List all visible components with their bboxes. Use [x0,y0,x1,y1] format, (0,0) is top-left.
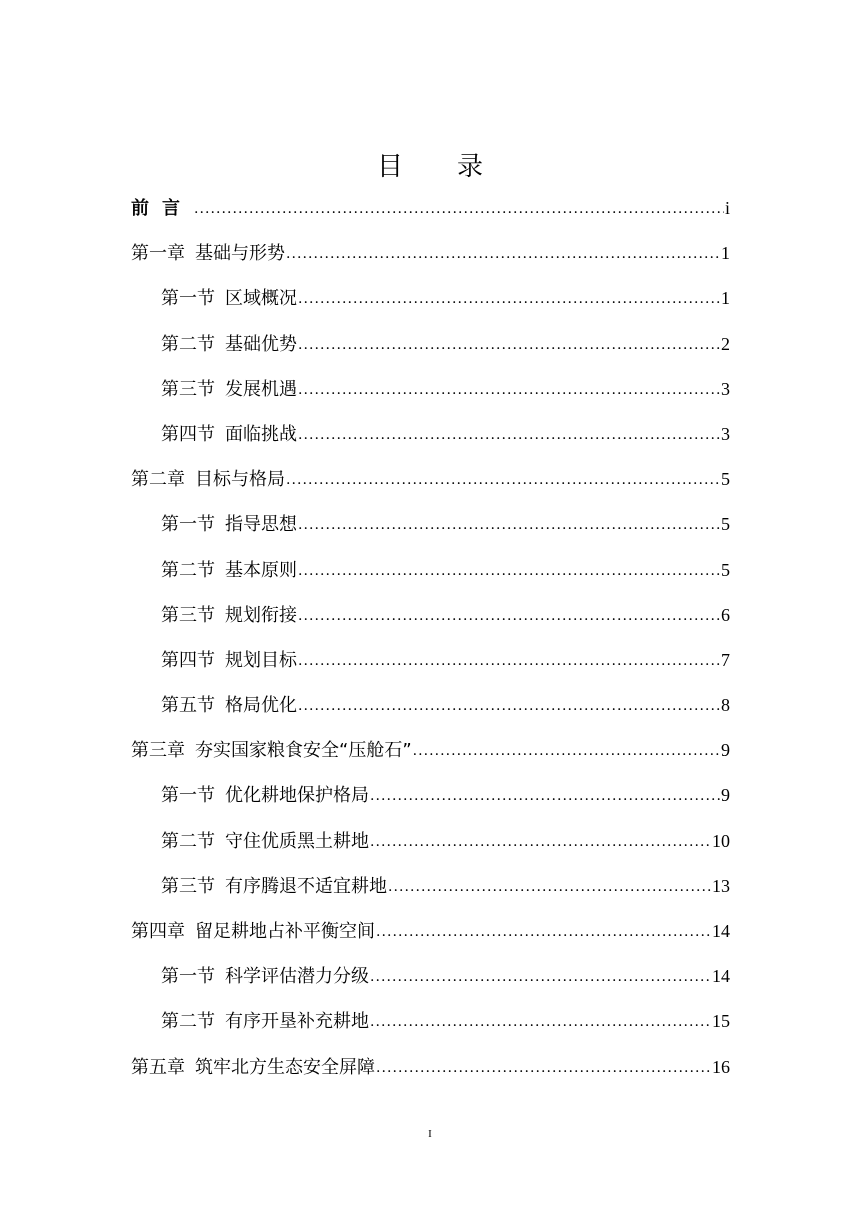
toc-entry-label: 筑牢北方生态安全屏障 [195,1056,375,1078]
toc-entry-label: 前言 [131,198,193,219]
toc-entry-label: 区域概况 [225,288,297,310]
toc-page-number: 13 [712,875,730,896]
toc-entry-label: 规划衔接 [225,604,297,626]
toc-entry-number: 第一节 [161,966,215,988]
toc-page-number: 10 [712,830,730,851]
toc-dot-leader [298,600,720,632]
toc-entry[interactable] [131,689,730,734]
toc-dot-leader [298,374,720,406]
toc-entry-number: 第二节 [161,830,215,852]
toc-entry-title [161,645,297,677]
toc-entry[interactable] [131,1051,730,1096]
toc-entry[interactable] [131,870,730,915]
toc-entry-title [161,419,297,451]
toc-dot-leader [298,645,720,677]
toc-dot-leader [194,193,724,225]
toc-entry-title [131,916,375,948]
toc-entry[interactable] [131,508,730,553]
toc-entry-number: 第四节 [161,649,215,671]
toc-page-number: 5 [721,514,730,535]
toc-entry[interactable] [131,1005,730,1050]
toc-entry-number: 第三节 [161,378,215,400]
toc-entry-label: 有序腾退不适宜耕地 [225,875,387,897]
toc-page-number: 14 [712,921,730,941]
toc-page-number: 8 [721,695,730,716]
toc-dot-leader [370,1006,711,1038]
toc-dot-leader [298,419,720,451]
toc-entry[interactable] [131,237,730,282]
toc-entry-title [131,1052,375,1084]
toc-entry-label: 格局优化 [225,695,297,717]
toc-page-number: 2 [721,333,730,354]
toc-dot-leader [376,1052,711,1084]
toc-entry[interactable] [131,328,730,373]
toc-entry-number: 第二节 [161,559,215,581]
toc-dot-leader [286,464,720,496]
toc-dot-leader [298,283,720,315]
toc-entry-number: 第一节 [161,785,215,807]
toc-entry-title [161,780,369,812]
toc-entry-number: 第三节 [161,875,215,897]
toc-entry-title [161,329,297,361]
toc-page-number: 5 [721,469,730,490]
toc-entry-label: 面临挑战 [225,423,297,445]
toc-entry-label: 规划目标 [225,649,297,671]
toc-dot-leader [370,780,720,812]
toc-entry-title [161,374,297,406]
toc-entry-label: 基础与形势 [195,243,285,265]
toc-entry-number: 第二节 [161,1011,215,1033]
toc-entry-number: 第一章 [131,243,185,265]
toc-entry-title [131,464,285,496]
toc-dot-leader [298,555,720,587]
table-of-contents [131,192,730,1096]
toc-dot-leader [298,509,720,541]
toc-entry-number: 第一节 [161,288,215,310]
toc-entry-title [161,871,387,903]
toc-page-number: 9 [721,740,730,761]
toc-entry[interactable] [131,960,730,1005]
toc-entry-title [161,600,297,632]
toc-entry[interactable] [131,644,730,689]
toc-dot-leader [286,238,720,270]
toc-entry-title [131,238,285,270]
toc-page-number: 1 [721,243,730,264]
toc-entry-label: 目标与格局 [195,469,285,491]
toc-dot-leader [388,871,711,903]
toc-entry[interactable] [131,192,730,237]
toc-page-number: 5 [721,559,730,580]
toc-dot-leader [413,735,720,767]
toc-entry-label: 优化耕地保护格局 [225,785,369,807]
toc-entry-label: 夯实国家粮食安全“压舱石” [195,740,412,762]
toc-entry[interactable] [131,779,730,824]
toc-dot-leader [370,961,711,993]
toc-entry-title [131,735,412,767]
toc-entry-number: 第三章 [131,740,185,762]
toc-entry-label: 科学评估潜力分级 [225,966,369,988]
toc-entry-number: 第三节 [161,604,215,626]
toc-entry[interactable] [131,734,730,779]
toc-page-number: i [724,198,730,218]
toc-entry-label: 留足耕地占补平衡空间 [195,921,375,942]
footer-page-number: I [428,1128,432,1140]
toc-entry-number: 第五章 [131,1056,185,1078]
toc-page-number: 14 [712,966,730,987]
toc-page-number: 15 [712,1011,730,1032]
toc-page-number: 16 [712,1056,730,1077]
toc-dot-leader [376,916,711,948]
toc-entry-title [161,555,297,587]
toc-entry-number: 第二节 [161,333,215,355]
toc-entry[interactable] [131,463,730,508]
toc-entry-number: 第五节 [161,695,215,717]
toc-page-number: 9 [721,785,730,806]
toc-entry-title [161,961,369,993]
toc-entry-label: 指导思想 [225,514,297,536]
toc-entry[interactable] [131,373,730,418]
toc-entry-number: 第四章 [131,921,185,942]
toc-entry-title [161,826,369,858]
toc-entry-number: 第二章 [131,469,185,491]
toc-page-number: 1 [721,288,730,309]
toc-page-number: 7 [721,649,730,670]
toc-entry-label: 基础优势 [225,333,297,355]
toc-entry-title [161,690,297,722]
toc-entry-label: 基本原则 [225,559,297,581]
toc-dot-leader [298,329,720,361]
toc-entry-label: 发展机遇 [225,378,297,400]
toc-entry-number: 第四节 [161,423,215,445]
toc-entry[interactable] [131,282,730,327]
toc-entry-title [161,283,297,315]
toc-entry[interactable] [131,599,730,644]
toc-entry[interactable] [131,418,730,463]
toc-page-number: 6 [721,604,730,625]
toc-page-number: 3 [721,378,730,399]
toc-entry[interactable] [131,554,730,599]
toc-entry-title [131,193,193,225]
toc-entry-title [161,1006,369,1038]
page-title: 目 录 [376,152,497,182]
toc-entry-label: 守住优质黑土耕地 [225,830,369,852]
toc-entry[interactable] [131,915,730,960]
toc-entry[interactable] [131,825,730,870]
toc-entry-label: 有序开垦补充耕地 [225,1011,369,1033]
toc-dot-leader [370,826,711,858]
toc-entry-number: 第一节 [161,514,215,536]
toc-dot-leader [298,690,720,722]
toc-entry-title [161,509,297,541]
toc-page-number: 3 [721,423,730,444]
